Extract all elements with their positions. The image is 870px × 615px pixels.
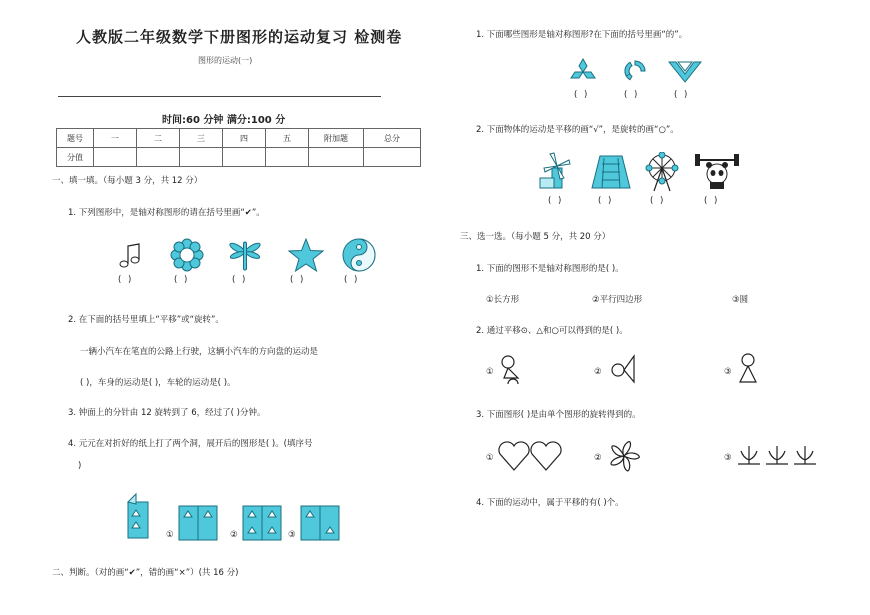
- option-label: ①: [166, 530, 174, 540]
- section-two-heading: 二、判断。（对的画“✔”，错的画“×”）(共 16 分): [52, 568, 239, 578]
- flower-icon: [170, 238, 204, 272]
- double-v-logo-icon: [668, 58, 702, 84]
- answer-paren[interactable]: ( ): [574, 90, 590, 100]
- page-title: 人教版二年级数学下册图形的运动复习 检测卷: [76, 28, 403, 46]
- grass-sprouts-icon: [736, 442, 820, 468]
- question-text: 4. 元元在对折好的纸上打了两个洞，展开后的图形是( )。(填序号: [68, 439, 313, 449]
- yinyang-icon: [342, 238, 376, 272]
- option-label[interactable]: ①: [486, 453, 494, 463]
- option-label[interactable]: ③: [724, 367, 732, 377]
- score-header-cell: 三: [180, 129, 223, 148]
- answer-paren[interactable]: ( ): [232, 275, 248, 285]
- option-label[interactable]: ②: [594, 367, 602, 377]
- section-one-heading: 一、填一填。（每小题 3 分，共 12 分）: [52, 176, 203, 186]
- recycle-arrows-icon: [622, 58, 648, 84]
- answer-paren[interactable]: ( ): [290, 275, 306, 285]
- unfolded-paper-icon: [242, 505, 282, 541]
- folded-paper-icon: [126, 492, 150, 540]
- question-text: 1. 下面哪些图形是轴对称图形?在下面的括号里画“的”。: [476, 30, 688, 40]
- answer-paren[interactable]: ( ): [624, 90, 640, 100]
- three-diamond-logo-icon: [570, 58, 596, 84]
- answer-paren[interactable]: ( ): [704, 196, 720, 206]
- score-header-cell: 五: [266, 129, 309, 148]
- question-text: 4. 下面的运动中，属于平移的有( )个。: [476, 498, 624, 508]
- answer-paren[interactable]: ( ): [674, 90, 690, 100]
- question-text: 一辆小汽车在笔直的公路上行驶，这辆小汽车的方向盘的运动是: [80, 347, 319, 357]
- question-text: 3. 钟面上的分针由 12 旋转到了 6，经过了( )分钟。: [68, 408, 266, 418]
- option-label: ②: [230, 530, 238, 540]
- question-text: ( )，车身的运动是( )，车轮的运动是( )。: [80, 378, 236, 388]
- answer-paren[interactable]: ( ): [548, 196, 564, 206]
- name-underline: [58, 96, 381, 97]
- option-label: ③: [288, 530, 296, 540]
- score-cell[interactable]: [137, 148, 180, 167]
- score-table-header-row: [57, 129, 421, 148]
- score-header-cell: 二: [137, 129, 180, 148]
- score-row-label: 分值: [57, 148, 94, 167]
- composite-shape-icon: [606, 352, 636, 386]
- page-subtitle: 图形的运动(一): [198, 56, 253, 65]
- unfolded-paper-icon: [178, 505, 218, 541]
- star-icon: [288, 238, 324, 272]
- answer-paren[interactable]: ( ): [650, 196, 666, 206]
- option-label[interactable]: ②: [594, 453, 602, 463]
- composite-shape-icon: [498, 354, 522, 386]
- option-label[interactable]: ①: [486, 367, 494, 377]
- score-cell[interactable]: [266, 148, 309, 167]
- question-text: 2. 在下面的括号里填上“平移”或“旋转”。: [68, 315, 224, 325]
- score-header-cell: 一: [94, 129, 137, 148]
- answer-paren[interactable]: ( ): [174, 275, 190, 285]
- composite-shape-icon: [736, 352, 760, 386]
- answer-paren[interactable]: ( ): [344, 275, 360, 285]
- score-table-value-row: [57, 148, 421, 167]
- two-hearts-icon: [498, 440, 564, 472]
- answer-paren[interactable]: ( ): [118, 275, 134, 285]
- question-text: 1. 下面的图形不是轴对称图形的是( )。: [476, 264, 624, 274]
- dragonfly-icon: [228, 238, 262, 272]
- option-label[interactable]: ②平行四边形: [592, 295, 643, 305]
- time-score-line: 时间:60 分钟 满分:100 分: [162, 115, 286, 126]
- ferris-wheel-icon: [644, 152, 680, 192]
- score-header-cell: 四: [223, 129, 266, 148]
- option-label[interactable]: ③圆: [732, 295, 749, 305]
- answer-paren[interactable]: ( ): [598, 196, 614, 206]
- windmill-icon: [538, 152, 574, 190]
- score-cell[interactable]: [94, 148, 137, 167]
- score-header-cell: 题号: [57, 129, 94, 148]
- unfolded-paper-icon: [300, 505, 340, 541]
- music-note-icon: [118, 242, 142, 270]
- score-cell[interactable]: [309, 148, 364, 167]
- score-header-cell: 附加题: [309, 129, 364, 148]
- question-text: 3. 下面图形( )是由单个图形的旋转得到的。: [476, 410, 641, 420]
- section-three-heading: 三、选一选。（每小题 5 分，共 20 分）: [460, 232, 611, 242]
- score-table: [56, 128, 421, 167]
- score-header-cell: 总分: [364, 129, 421, 148]
- panda-weightlifter-icon: [694, 152, 740, 190]
- score-cell[interactable]: [180, 148, 223, 167]
- option-label[interactable]: ③: [724, 453, 732, 463]
- question-text: 2. 通过平移⊙、△和○可以得到的是( )。: [476, 326, 628, 336]
- question-text: 2. 下面物体的运动是平移的画“√”，是旋转的画“○”。: [476, 125, 679, 135]
- option-label[interactable]: ①长方形: [486, 295, 520, 305]
- question-text-continued: ): [78, 461, 82, 471]
- score-cell[interactable]: [364, 148, 421, 167]
- escalator-icon: [590, 152, 632, 190]
- score-cell[interactable]: [223, 148, 266, 167]
- question-text: 1. 下列图形中，是轴对称图形的请在括号里画“✔”。: [68, 208, 265, 218]
- pinwheel-flower-icon: [606, 438, 642, 474]
